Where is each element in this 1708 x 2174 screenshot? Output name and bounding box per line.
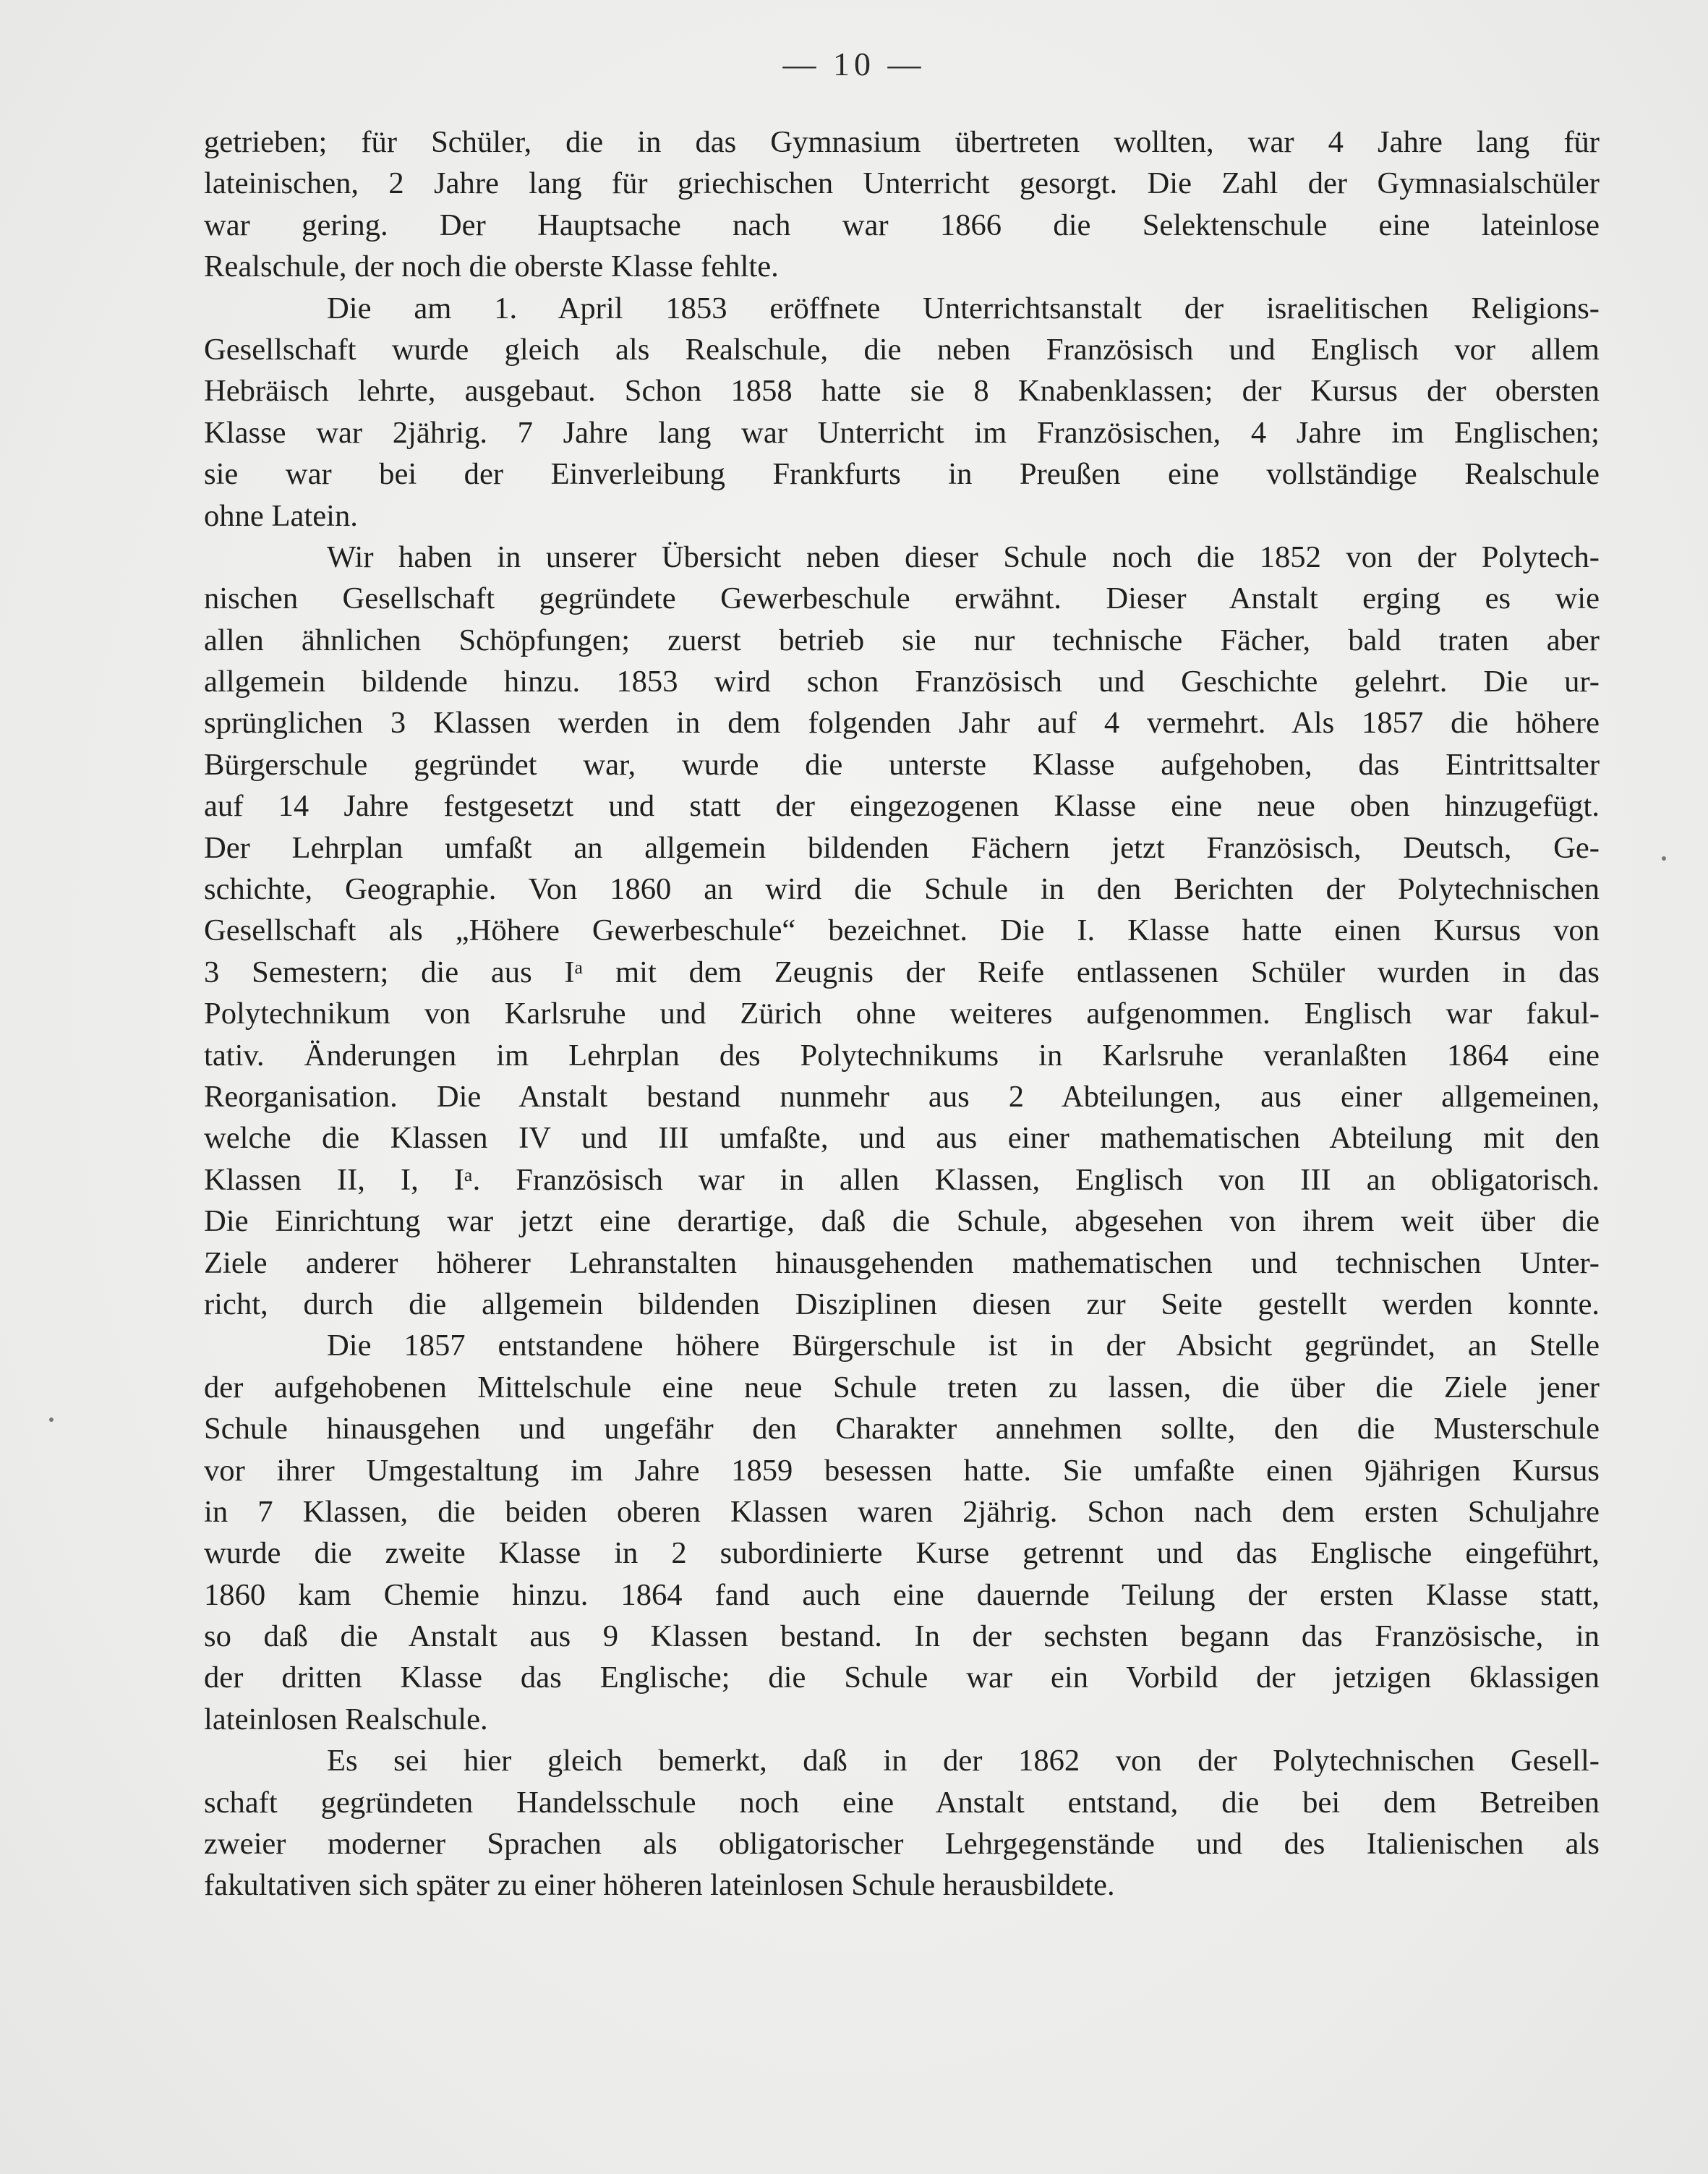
text-line: wurde die zweite Klasse in 2 subordinierte Kurse getrennt und das Englische eingeführt, — [204, 1536, 1600, 1571]
text-line: Bürgerschule gegründet war, wurde die unterste Klasse aufgehoben, das Eintrittsalter — [204, 747, 1600, 782]
text-line: allen ähnlichen Schöpfungen; zuerst betrieb sie nur technische Fächer, bald traten aber — [204, 623, 1600, 657]
text-line: Es sei hier gleich bemerkt, daß in der 1862 von der Polytechnischen Gesell- — [327, 1744, 1600, 1778]
text-line: Die Einrichtung war jetzt eine derartige, daß die Schule, abgesehen von ihrem weit über die — [204, 1204, 1600, 1239]
text-line: Klasse war 2jährig. 7 Jahre lang war Unterricht im Französischen, 4 Jahre im Englischen; — [204, 415, 1600, 450]
text-line: Reorganisation. Die Anstalt bestand nunmehr aus 2 Abteilungen, aus einer allgemeinen, — [204, 1079, 1600, 1114]
text-line: Polytechnikum von Karlsruhe und Zürich ohne weiteres aufgenommen. Englisch war fakul- — [204, 997, 1600, 1031]
text-line: Hebräisch lehrte, ausgebaut. Schon 1858 hatte sie 8 Knabenklassen; der Kursus der obersten — [204, 374, 1600, 409]
page-number: — 10 — — [782, 46, 926, 82]
text-line: war gering. Der Hauptsache nach war 1866 die Selektenschule eine lateinlose — [204, 208, 1600, 242]
text-line: lateinlosen Realschule. — [204, 1702, 488, 1736]
text-line: richt, durch die allgemein bildenden Disziplinen diesen zur Seite gestellt werden konnte. — [204, 1287, 1600, 1321]
text-line: so daß die Anstalt aus 9 Klassen bestand. In der sechsten begann das Französische, in — [204, 1619, 1600, 1654]
text-line: lateinischen, 2 Jahre lang für griechischen Unterricht gesorgt. Die Zahl der Gymnasialschüler — [204, 166, 1600, 201]
text-line: Realschule, der noch die oberste Klasse fehlte. — [204, 250, 779, 284]
text-line: allgemein bildende hinzu. 1853 wird schon Französisch und Geschichte gelehrt. Die ur- — [204, 665, 1600, 699]
text-line: der dritten Klasse das Englische; die Schule war ein Vorbild der jetzigen 6klassigen — [204, 1661, 1600, 1695]
text-line: Ziele anderer höherer Lehranstalten hinausgehenden mathematischen und technischen Unter- — [204, 1245, 1600, 1280]
text-line: sprünglichen 3 Klassen werden in dem folgenden Jahr auf 4 vermehrt. Als 1857 die höhere — [204, 706, 1600, 741]
text-line: in 7 Klassen, die beiden oberen Klassen waren 2jährig. Schon nach dem ersten Schuljahre — [204, 1494, 1600, 1529]
scan-speck — [1662, 856, 1666, 861]
text-line: Gesellschaft wurde gleich als Realschule, die neben Französisch und Englisch vor allem — [204, 332, 1600, 367]
text-line: zweier moderner Sprachen als obligatorischer Lehrgegenstände und des Italienischen als — [204, 1827, 1600, 1862]
text-line: Klassen II, I, Iᵃ. Französisch war in allen Klassen, Englisch von III an obligatorisch. — [204, 1162, 1600, 1197]
body-text — [204, 122, 1600, 1906]
text-line: welche die Klassen IV und III umfaßte, und aus einer mathematischen Abteilung mit den — [204, 1121, 1600, 1156]
text-line: 3 Semestern; die aus Iᵃ mit dem Zeugnis der Reife entlassenen Schüler wurden in das — [204, 955, 1600, 989]
text-line: schaft gegründeten Handelsschule noch eine Anstalt entstand, die bei dem Betreiben — [204, 1785, 1600, 1820]
text-line: fakultativen sich später zu einer höheren lateinlosen Schule herausbildete. — [204, 1868, 1115, 1903]
text-line: auf 14 Jahre festgesetzt und statt der eingezogenen Klasse eine neue oben hinzugefügt. — [204, 789, 1600, 824]
text-line: Schule hinausgehen und ungefähr den Charakter annehmen sollte, den die Musterschule — [204, 1412, 1600, 1446]
text-line: Wir haben in unserer Übersicht neben dieser Schule noch die 1852 von der Polytech- — [327, 540, 1600, 574]
text-line: nischen Gesellschaft gegründete Gewerbeschule erwähnt. Dieser Anstalt erging es wie — [204, 581, 1600, 616]
text-line: sie war bei der Einverleibung Frankfurts in Preußen eine vollständige Realschule — [204, 457, 1600, 492]
text-line: vor ihrer Umgestaltung im Jahre 1859 besessen hatte. Sie umfaßte einen 9jährigen Kursus — [204, 1453, 1600, 1488]
text-line: Die am 1. April 1853 eröffnete Unterrichtsanstalt der israelitischen Religions- — [327, 291, 1600, 325]
text-line: 1860 kam Chemie hinzu. 1864 fand auch eine dauernde Teilung der ersten Klasse statt, — [204, 1577, 1600, 1612]
text-line: Gesellschaft als „Höhere Gewerbeschule“ bezeichnet. Die I. Klasse hatte einen Kursus von — [204, 913, 1600, 948]
text-line: Der Lehrplan umfaßt an allgemein bildenden Fächern jetzt Französisch, Deutsch, Ge- — [204, 830, 1600, 865]
text-line: schichte, Geographie. Von 1860 an wird die Schule in den Berichten der Polytechnischen — [204, 872, 1600, 907]
scan-speck — [49, 1418, 54, 1422]
text-line: Die 1857 entstandene höhere Bürgerschule ist in der Absicht gegründet, an Stelle — [327, 1329, 1600, 1363]
text-line: der aufgehobenen Mittelschule eine neue Schule treten zu lassen, die über die Ziele jener — [204, 1370, 1600, 1404]
text-line: getrieben; für Schüler, die in das Gymnasium übertreten wollten, war 4 Jahre lang für — [204, 125, 1600, 159]
text-line: tativ. Änderungen im Lehrplan des Polytechnikums in Karlsruhe veranlaßten 1864 eine — [204, 1038, 1600, 1073]
text-line: ohne Latein. — [204, 498, 358, 533]
